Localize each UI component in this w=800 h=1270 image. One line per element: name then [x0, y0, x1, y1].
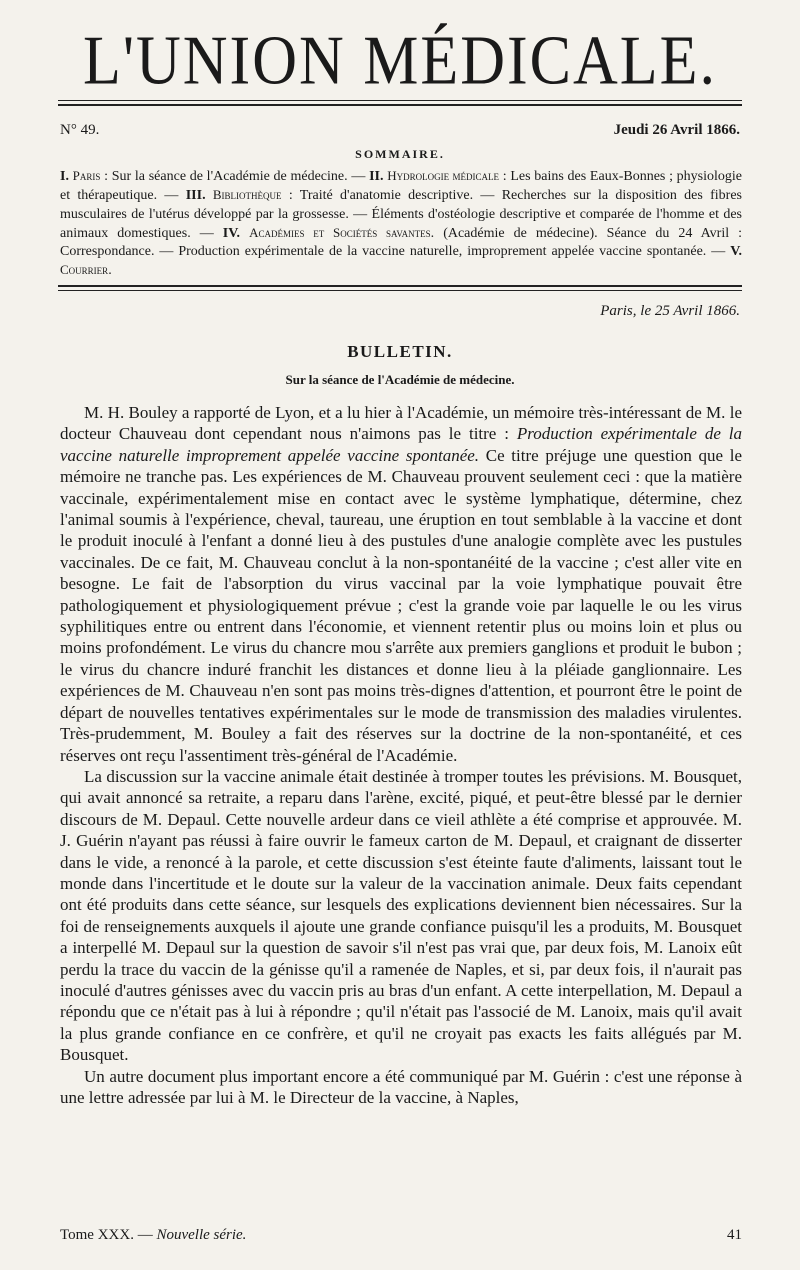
section-subtitle: Sur la séance de l'Académie de médecine.	[285, 372, 515, 387]
sommaire-item: I. Paris : Sur la séance de l'Académie de médecine. —	[60, 168, 370, 184]
masthead-rule-top	[58, 100, 742, 101]
masthead-title: L'UNION MÉDICALE.	[82, 22, 718, 100]
sommaire-item: IV. Académies et Sociétés savantes. (Académie de médecine). Séance du 24 Avril : Correspondance. — Production expérimentale de la vaccine naturelle, improprement appelée vaccine spontanée. —	[60, 224, 743, 260]
sommaire-item: III. Bibliothèque : Traité d'anatomie descriptive. — Recherches sur la disposition des fibres musculaires de l'utérus développé par la grossesse. — Éléments d'ostéologie descriptive et comparée de l'homme et des animaux domestiques. —	[60, 187, 742, 241]
sommaire-rule-bottom	[58, 290, 742, 291]
dateline: Paris, le 25 Avril 1866.	[600, 303, 740, 319]
sommaire-item: II. Hydrologie médicale : Les bains des Eaux-Bonnes ; physiologie et thérapeutique. —	[60, 168, 743, 204]
volume-label: Tome XXX. — Nouvelle série.	[60, 1227, 247, 1243]
sommaire-item: V. Courrier.	[60, 244, 742, 279]
paragraph: La discussion sur la vaccine animale était destinée à tromper toutes les prévisions. M. Bousquet, qui avait annoncé sa retraite, a reparu dans l'arène, excité, piqué, et peut-être blessé par le dernier discours de M. Depaul. Cette nouvelle ardeur dans ce vieil athlète a été comprise et approuvée. M. J. Guérin n'ayant pas réussi à faire ouvrir le fameux carton de M. Depaul, et craignant de disserter dans le vide, a renoncé à la parole, et cette discussion s'est éteinte faute d'aliments, laissant tout le monde dans l'incertitude et le doute sur la valeur de la vaccination animale. Deux faits cependant ont été produits dans cette séance, sur lesquels des explications deviennent bien nécessaires. Sur la foi de renseignements auxquels il ajoute une grande confiance puisqu'il les a produits, M. Bousquet a interpellé M. Depaul sur la question de savoir s'il n'est pas vrai que, par deux fois, M. Lanoix eût perdu la trace du vaccin de la génisse qu'il a ramenée de Naples, et si, par deux fois, il n'aurait pas inoculé d'autres génisses avec du vaccin pris au bras d'un enfant. A cette interpellation, M. Depaul a répondu que ce n'était pas à lui à répondre ; qu'il n'était pas l'associé de M. Lanoix, mais qu'il avait la plus grande confiance en ce confrère, et qu'il ne croyait pas exacts les faits allégués par M. Bousquet.	[60, 766, 742, 1065]
memoir-title: Production expérimentale de la vaccine naturelle improprement appelée vaccine spontanée.	[60, 424, 742, 465]
sommaire-list	[60, 167, 742, 281]
masthead-rule-bottom	[58, 104, 742, 106]
issue-date: Jeudi 26 Avril 1866.	[613, 122, 740, 138]
paragraph: Un autre document plus important encore a été communiqué par M. Guérin : c'est une réponse à une lettre adressée par lui à M. le Directeur de la vaccine, à Naples,	[60, 1066, 742, 1107]
issue-line	[60, 122, 740, 139]
page-number: 41	[727, 1227, 742, 1243]
section-title: BULLETIN.	[347, 342, 453, 361]
paragraph: M. H. Bouley a rapporté de Lyon, et a lu hier à l'Académie, un mémoire très-intéressant de M. le docteur Chauveau dont cependant nous n'aimons pas le titre : Production expérimentale de la vaccine naturelle improprement appelée vaccine spontanée. Ce titre préjuge une question que le mémoire ne tranche pas. Les expériences de M. Chauveau prouvent seulement ceci : que la matière vaccinale, expérimentalement mise en contact avec le système lymphatique, détermine, chez l'animal soumis à l'expérience, cheval, taureau, une éruption en tout semblable à la vaccine et dont le produit inoculé à l'enfant a donné lieu à des pustules d'une analogie complète avec les pustules vaccinales. De ce fait, M. Chauveau conclut à la non-spontanéité de la vaccine ; c'est aller vite en besogne. Le fait de l'absorption du virus vaccinal par la voie lymphatique pouvait être pathologiquement et physiologiquement prévue ; c'est la grande voie par laquelle le ou les virus syphilitiques entre ou entrent dans l'économie, et viennent retentir plus ou moins loin et plus ou moins profondément. Le virus du chancre mou s'arrête aux premiers ganglions et produit le bubon ; le virus du chancre induré franchit les distances et donne lieu à la pléiade ganglionnaire. Les expériences de M. Chauveau n'en sont pas moins très-dignes d'attention, et pourront être le point de départ de nouvelles tentatives expérimentales sur le mode de transmission des maladies virulentes. Très-prudemment, M. Bouley a fait des réserves sur la doctrine de la non-spontanéité, et ces réserves ont reçu l'assentiment très-général de l'Académie.	[60, 403, 742, 765]
sommaire-heading: SOMMAIRE.	[355, 147, 445, 161]
issue-number: N° 49.	[60, 122, 100, 138]
page-footer	[60, 1227, 742, 1244]
sommaire-rule-top	[58, 285, 742, 287]
article-body	[60, 402, 742, 1108]
